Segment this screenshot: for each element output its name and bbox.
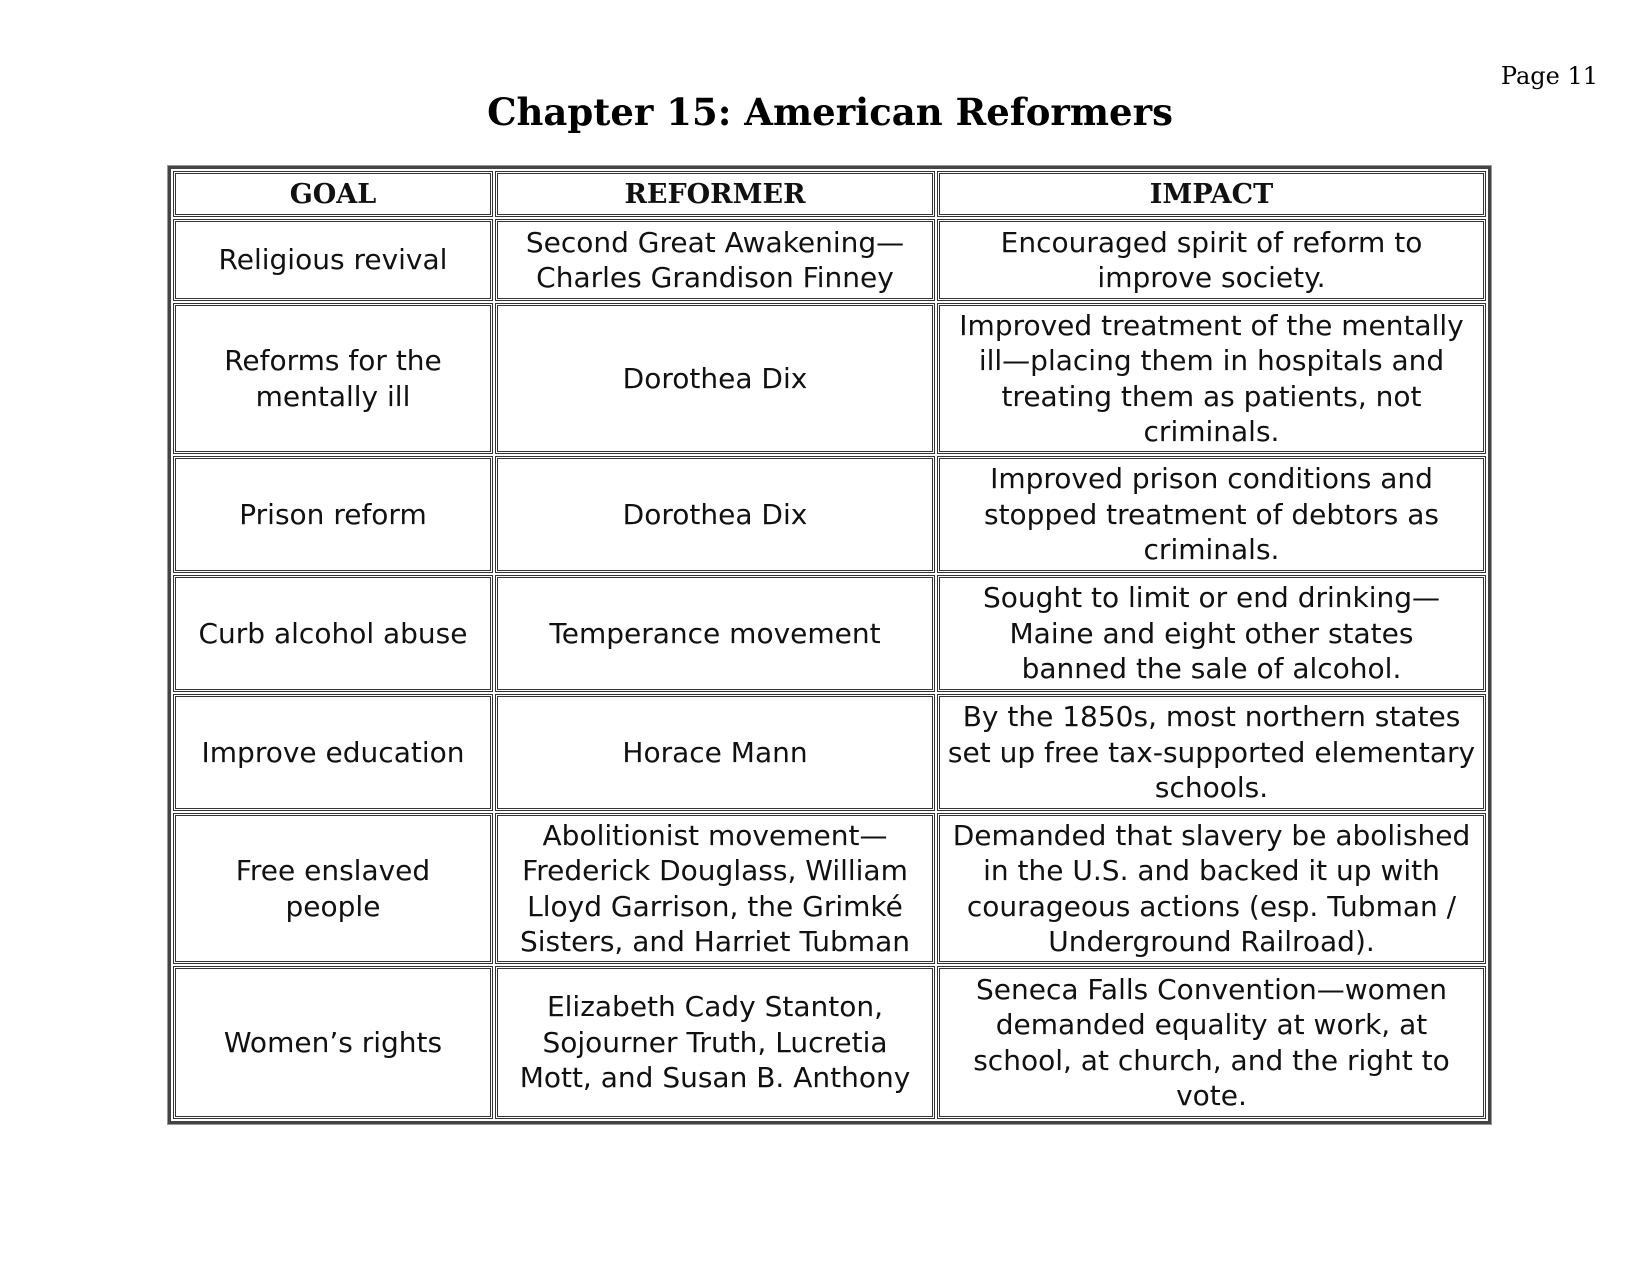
- reformer-cell: Temperance movement: [495, 575, 935, 692]
- reformer-cell: Abolitionist movement—Frederick Douglass, William Lloyd Garrison, the Grimké Sisters, and Harriet Tubman: [495, 813, 935, 964]
- table-row: [173, 219, 1486, 301]
- table-row: [173, 303, 1486, 454]
- reformer-cell: Dorothea Dix: [495, 456, 935, 573]
- page-number: Page 11: [1500, 62, 1598, 90]
- table-row: [173, 694, 1486, 811]
- reformer-cell: Dorothea Dix: [495, 303, 935, 454]
- reformers-table: [168, 166, 1491, 1124]
- impact-cell: Improved treatment of the mentally ill—placing them in hospitals and treating them as patients, not criminals.: [937, 303, 1486, 454]
- impact-cell: Seneca Falls Convention—women demanded equality at work, at school, at church, and the right to vote.: [937, 966, 1486, 1119]
- impact-cell: Improved prison conditions and stopped treatment of debtors as criminals.: [937, 456, 1486, 573]
- table-row: [173, 813, 1486, 964]
- goal-cell: Religious revival: [173, 219, 493, 301]
- goal-cell: Free enslaved people: [173, 813, 493, 964]
- table-row: [173, 966, 1486, 1119]
- goal-cell: Reforms for the mentally ill: [173, 303, 493, 454]
- table-row: [173, 575, 1486, 692]
- reformer-cell: Horace Mann: [495, 694, 935, 811]
- column-header-goal: GOAL: [173, 171, 493, 217]
- impact-cell: Demanded that slavery be abolished in the U.S. and backed it up with courageous actions (esp. Tubman / Underground Railroad).: [937, 813, 1486, 964]
- goal-cell: Improve education: [173, 694, 493, 811]
- page-title: Chapter 15: American Reformers: [487, 90, 1173, 134]
- goal-cell: Prison reform: [173, 456, 493, 573]
- goal-cell: Curb alcohol abuse: [173, 575, 493, 692]
- reformer-cell: Second Great Awakening—Charles Grandison Finney: [495, 219, 935, 301]
- column-header-reformer: REFORMER: [495, 171, 935, 217]
- table-row: [173, 456, 1486, 573]
- column-header-impact: IMPACT: [937, 171, 1486, 217]
- reformer-cell: Elizabeth Cady Stanton, Sojourner Truth, Lucretia Mott, and Susan B. Anthony: [495, 966, 935, 1119]
- impact-cell: Sought to limit or end drinking—Maine and eight other states banned the sale of alcohol.: [937, 575, 1486, 692]
- impact-cell: Encouraged spirit of reform to improve society.: [937, 219, 1486, 301]
- impact-cell: By the 1850s, most northern states set up free tax-supported elementary schools.: [937, 694, 1486, 811]
- header-row: [173, 171, 1486, 217]
- goal-cell: Women’s rights: [173, 966, 493, 1119]
